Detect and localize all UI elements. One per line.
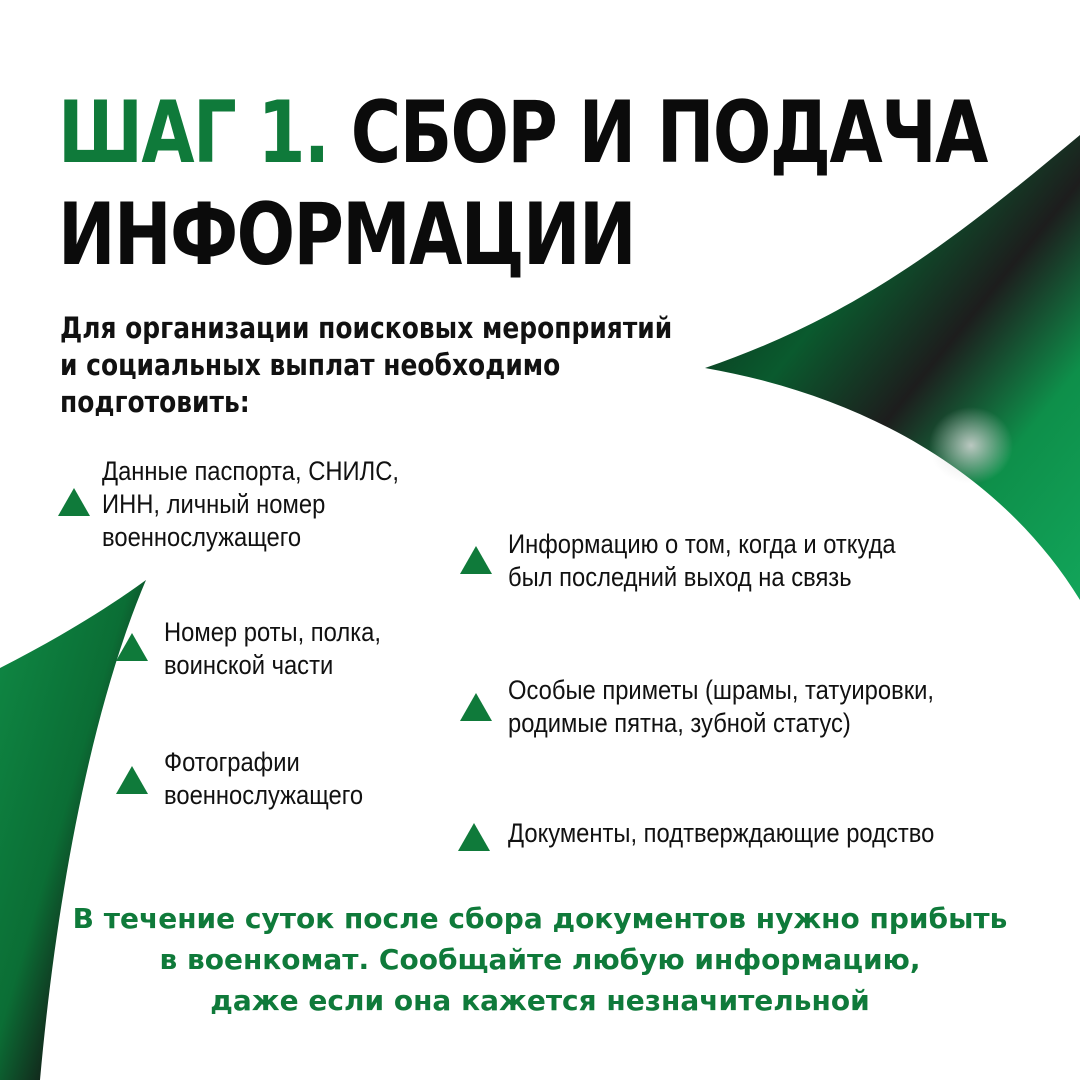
footer-line-1: В течение суток после сбора документов нужно прибыть xyxy=(72,902,1008,935)
title-line2: ИНФОРМАЦИИ xyxy=(58,185,635,285)
right-swoosh-highlight xyxy=(905,385,1025,495)
list-item-text: Данные паспорта, СНИЛС, ИНН, личный номер военнослужащего xyxy=(102,456,399,552)
intro-text: Для организации поисковых мероприятий и социальных выплат необходимо подготовить: xyxy=(60,311,673,419)
triangle-bullet-icon xyxy=(116,633,148,661)
footer-note xyxy=(0,898,1080,1021)
list-item-text: Фотографии военнослужащего xyxy=(164,747,364,810)
footer-line-2: в военкомат. Сообщайте любую информацию, xyxy=(159,943,921,976)
footer-line-3: даже если она кажется незначительной xyxy=(210,984,870,1017)
title-line1: СБОР И ПОДАЧА xyxy=(350,83,987,183)
triangle-bullet-icon xyxy=(460,693,492,721)
list-item-text: Особые приметы (шрамы, татуировки, родимые пятна, зубной статус) xyxy=(508,675,934,738)
list-item-text: Документы, подтверждающие родство xyxy=(508,818,935,848)
list-item-text: Информацию о том, когда и откуда был последний выход на связь xyxy=(508,529,896,592)
triangle-bullet-icon xyxy=(58,488,90,516)
list-item-text: Номер роты, полка, воинской части xyxy=(164,617,381,680)
title-step: ШАГ 1. xyxy=(58,83,329,183)
page-title xyxy=(58,82,987,286)
triangle-bullet-icon xyxy=(460,546,492,574)
triangle-bullet-icon xyxy=(116,766,148,794)
triangle-bullet-icon xyxy=(458,823,490,851)
